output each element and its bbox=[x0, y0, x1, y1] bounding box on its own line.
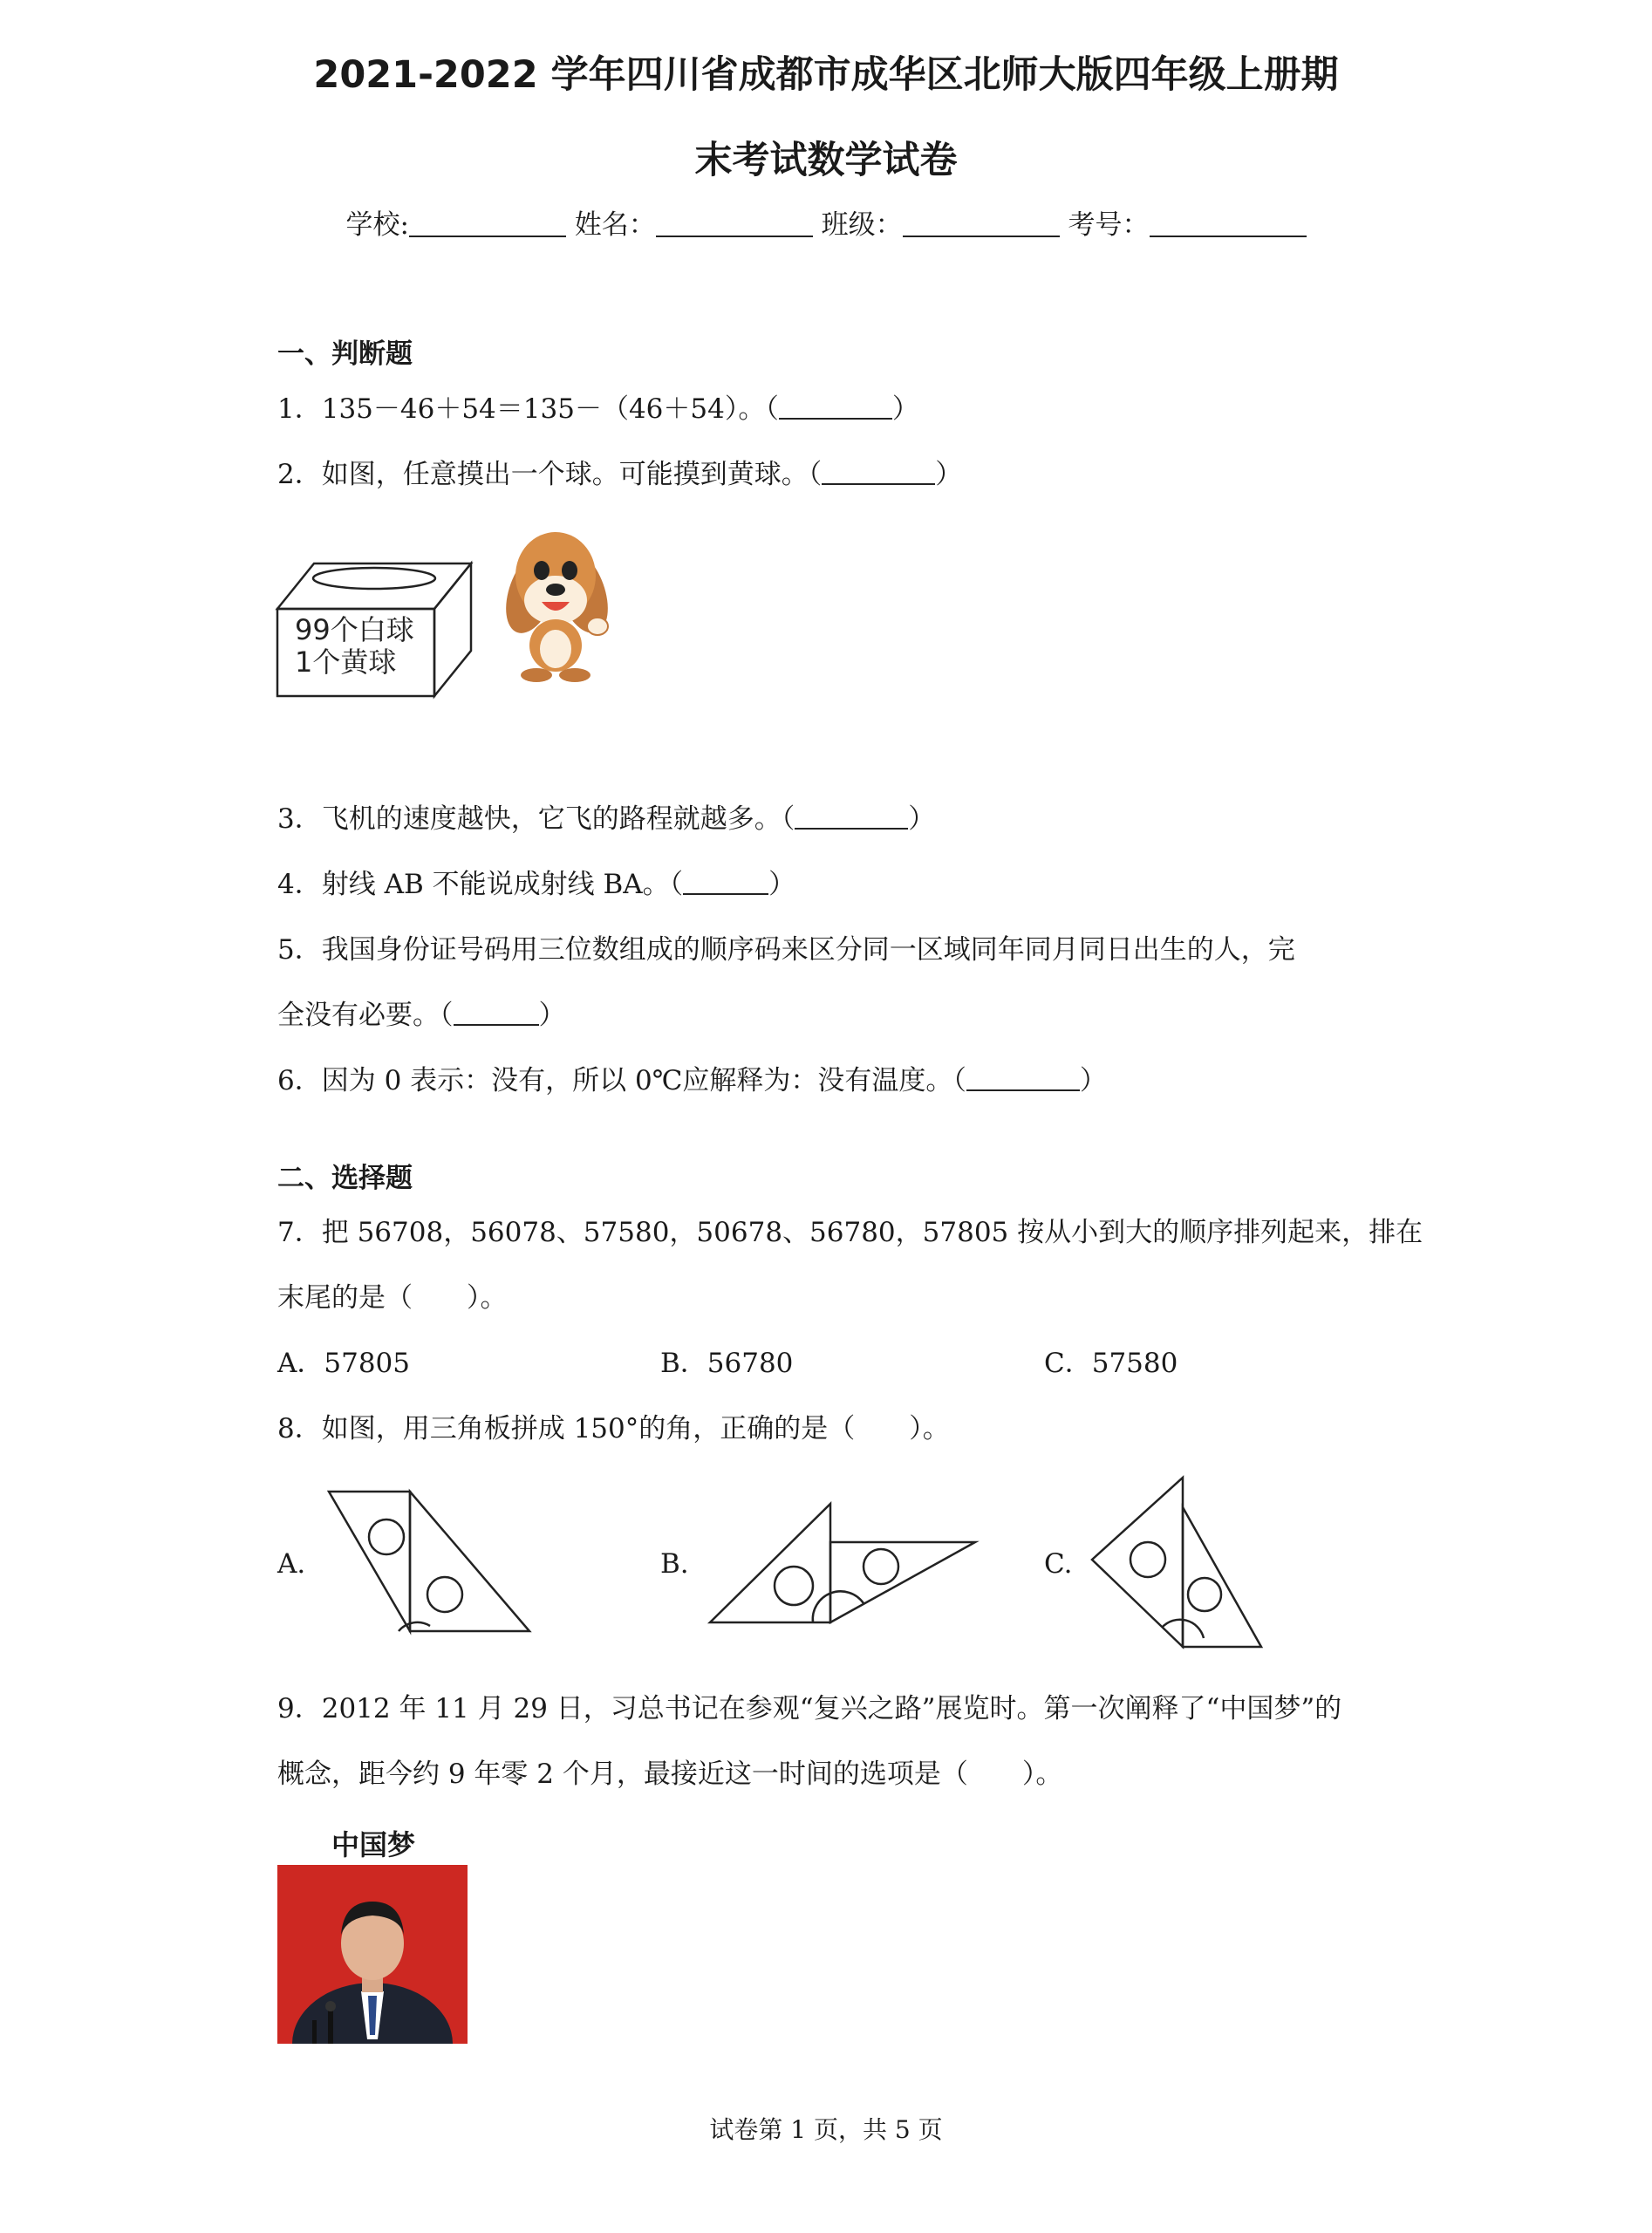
exam-number-label: 考号： bbox=[1068, 209, 1150, 241]
question-3 bbox=[277, 796, 935, 836]
question-2-close: ） bbox=[935, 459, 963, 490]
exam-title-line1: 2021-2022 学年四川省成都市成华区北师大版四年级上册期 bbox=[313, 53, 1339, 97]
box-label-yellow: 1个黄球 bbox=[295, 645, 397, 679]
question-7-line2: 末尾的是（ ）。 bbox=[277, 1282, 508, 1314]
answer-blank-6[interactable] bbox=[966, 1067, 1080, 1091]
question-5-close: ） bbox=[538, 1000, 566, 1031]
answer-blank-1[interactable] bbox=[779, 395, 892, 420]
question-5-text: 全没有必要。（ bbox=[277, 1000, 454, 1031]
question-5-line2 bbox=[277, 993, 566, 1032]
question-2-text: 2．如图，任意摸出一个球。可能摸到黄球。（ bbox=[277, 459, 823, 490]
question-3-close: ） bbox=[908, 803, 936, 835]
question-4-close: ） bbox=[768, 869, 796, 900]
page-footer: 试卷第 1 页，共 5 页 bbox=[709, 2115, 943, 2144]
student-info-line bbox=[0, 202, 1652, 242]
question-5-line1: 5．我国身份证号码用三位数组成的顺序码来区分同一区域同年同月同日出生的人，完 bbox=[277, 934, 1295, 966]
question-8: 8．如图，用三角板拼成 150°的角，正确的是（ ）。 bbox=[277, 1413, 950, 1444]
school-label: 学校: bbox=[345, 209, 409, 241]
question-6-text: 6．因为 0 表示：没有，所以 0℃应解释为：没有温度。（ bbox=[277, 1065, 966, 1096]
q8-option-b-figure[interactable] bbox=[708, 1500, 979, 1631]
speaker-photo bbox=[277, 1865, 468, 2044]
section-title-choice: 二、选择题 bbox=[277, 1163, 413, 1194]
question-4 bbox=[277, 862, 795, 901]
q7-option-b[interactable]: B．56780 bbox=[660, 1348, 794, 1379]
school-blank[interactable] bbox=[409, 211, 566, 237]
question-4-text: 4．射线 AB 不能说成射线 BA。（ bbox=[277, 869, 684, 900]
question-7-line1: 7．把 56708，56078、57580，50678、56780，57805 按从小到大的顺序排列起来，排在 bbox=[277, 1217, 1423, 1248]
question-1 bbox=[277, 386, 919, 426]
chinese-dream-label: 中国梦 bbox=[331, 1828, 416, 1861]
q8-option-c-label[interactable]: C. bbox=[1044, 1548, 1073, 1580]
answer-blank-5[interactable] bbox=[454, 1001, 539, 1026]
question-6-close: ） bbox=[1079, 1065, 1107, 1096]
question-1-text: 1．135－46＋54＝135－（46＋54）。（ bbox=[277, 393, 779, 425]
answer-blank-4[interactable] bbox=[683, 871, 768, 895]
question-9-line2: 概念，距今约 9 年零 2 个月，最接近这一时间的选项是（ ）。 bbox=[277, 1758, 1063, 1790]
box-label-white: 99个白球 bbox=[295, 613, 414, 646]
q8-option-b-label[interactable]: B. bbox=[660, 1548, 689, 1580]
question-2 bbox=[277, 452, 962, 491]
question-6 bbox=[277, 1058, 1107, 1097]
exam-title-line2: 末考试数学试卷 bbox=[694, 139, 958, 182]
q7-option-c[interactable]: C．57580 bbox=[1044, 1348, 1178, 1379]
q7-option-a[interactable]: A．57805 bbox=[277, 1348, 411, 1379]
question-3-text: 3．飞机的速度越快，它飞的路程就越多。（ bbox=[277, 803, 795, 835]
question-1-close: ） bbox=[891, 393, 919, 425]
answer-blank-3[interactable] bbox=[795, 805, 908, 830]
section-title-judgement: 一、判断题 bbox=[277, 338, 413, 370]
class-blank[interactable] bbox=[903, 211, 1060, 237]
q8-option-a-label[interactable]: A. bbox=[277, 1548, 306, 1580]
answer-blank-2[interactable] bbox=[822, 461, 935, 485]
q8-option-a-figure[interactable] bbox=[327, 1483, 536, 1635]
exam-number-blank[interactable] bbox=[1150, 211, 1307, 237]
class-label: 班级： bbox=[821, 209, 903, 241]
q8-option-c-figure[interactable] bbox=[1090, 1472, 1265, 1651]
question-9-line1: 9．2012 年 11 月 29 日，习总书记在参观“复兴之路”展览时。第一次阐释了“中国梦”的 bbox=[277, 1693, 1342, 1724]
ball-box-figure bbox=[276, 530, 476, 705]
name-label: 姓名： bbox=[574, 209, 656, 241]
name-blank[interactable] bbox=[656, 211, 813, 237]
dog-cartoon-icon bbox=[484, 522, 624, 683]
